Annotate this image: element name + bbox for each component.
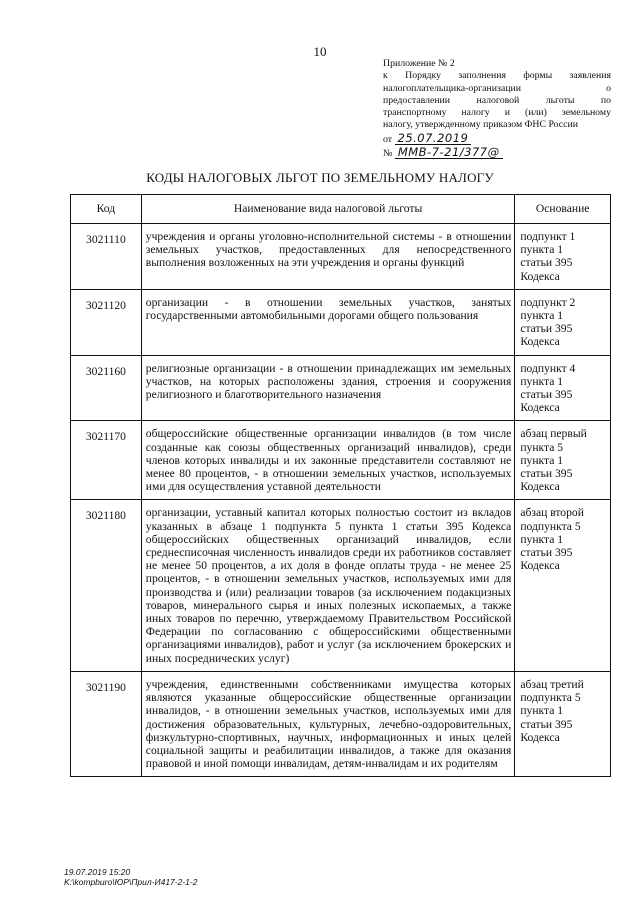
footer-path: K:\kompburo\ЮР\Прил-И417-2-1-2 bbox=[64, 876, 198, 887]
row-code: 3021180 bbox=[71, 500, 142, 671]
basis-line: пункта 1 bbox=[520, 243, 564, 257]
basis-line: подпункт 2 bbox=[520, 295, 576, 309]
footer-stamp bbox=[64, 868, 197, 887]
appendix-title: Приложение № 2 bbox=[383, 58, 455, 69]
basis-line: пункта 5 bbox=[520, 440, 564, 454]
row-description: учреждения, единственными собственниками имущества которых являются указанные общероссийские общественные организации инвалидов, - в отношении земельных участков, используемых ими для достижения образовательных, культурных, лечебно-оздоровительных, физкультурно-спортивных, научных, информационных и иных целей социальной защиты и реабилитации инвалидов, а также для оказания правовой и иной помощи инвалидам, детям-инвалидам и их родителям bbox=[141, 671, 515, 776]
row-description: организации - в отношении земельных участков, занятых государственными автомобильными дорогами общего пользования bbox=[141, 289, 515, 355]
appendix-line: транспортному налогу и (или) земельному bbox=[383, 107, 611, 119]
basis-line: статьи 395 bbox=[520, 467, 573, 481]
row-basis bbox=[515, 289, 611, 355]
header-basis: Основание bbox=[515, 195, 611, 224]
number-prefix: № bbox=[383, 148, 393, 160]
basis-line: статьи 395 bbox=[520, 717, 573, 731]
row-basis bbox=[515, 355, 611, 421]
appendix-line: предоставлении налоговой льготы по bbox=[383, 94, 611, 106]
basis-line: Кодекса bbox=[520, 269, 560, 283]
footer-timestamp: 19.07.2019 15:20 bbox=[64, 867, 131, 877]
basis-line: статьи 395 bbox=[520, 322, 573, 336]
row-basis bbox=[515, 671, 611, 776]
row-basis bbox=[515, 421, 611, 500]
basis-line: статьи 395 bbox=[520, 388, 573, 402]
basis-line: подпункта 5 bbox=[520, 519, 581, 533]
appendix-date-line bbox=[383, 132, 611, 146]
basis-line: подпункта 5 bbox=[520, 691, 581, 705]
row-description: организации, уставный капитал которых полностью состоит из вкладов указанных в абзаце 1 подпункта 5 пункта 1 статьи 395 Кодекса общероссийских общественных организаций инвалидов, если среднесписочная численность инвалидов среди их работников составляет не менее 50 процентов, а их доля в фонде оплаты труда - не менее 25 процентов, - в отношении земельных участков, используемых ими для производства и (или) реализации товаров (за исключением подакцизных товаров, минерального сырья и иных полезных ископаемых, а также иных товаров по перечню, утверждаемому Правительством Российской Федерации по согласованию с общероссийскими общественными организациями инвалидов), работ и услуг (за исключением брокерских и иных посреднических услуг) bbox=[141, 500, 515, 671]
basis-line: Кодекса bbox=[520, 559, 560, 573]
row-basis bbox=[515, 224, 611, 290]
basis-line: статьи 395 bbox=[520, 546, 573, 560]
row-code: 3021110 bbox=[71, 224, 142, 290]
basis-line: абзац второй bbox=[520, 506, 584, 520]
appendix-line: налогу, утвержденному приказом ФНС России bbox=[383, 119, 578, 131]
basis-line: абзац первый bbox=[520, 427, 587, 441]
basis-line: Кодекса bbox=[520, 480, 560, 494]
basis-line: пункта 1 bbox=[520, 374, 564, 388]
handwritten-date: 25.07.2019 bbox=[395, 132, 472, 145]
table-row bbox=[71, 421, 611, 500]
page-number: 10 bbox=[313, 44, 327, 59]
basis-line: подпункт 1 bbox=[520, 230, 576, 243]
row-description: религиозные организации - в отношении принадлежащих им земельных участков, на которых расположены здания, строения и сооружения религиозного и благотворительного назначения bbox=[141, 355, 515, 421]
appendix-number-line bbox=[383, 146, 611, 160]
date-prefix: от bbox=[383, 133, 393, 145]
basis-line: подпункт 4 bbox=[520, 361, 576, 375]
basis-line: Кодекса bbox=[520, 335, 560, 349]
row-code: 3021190 bbox=[71, 671, 142, 776]
table-header-row bbox=[71, 195, 611, 224]
table-row bbox=[71, 355, 611, 421]
tax-benefit-codes-table bbox=[70, 194, 611, 777]
row-code: 3021160 bbox=[71, 355, 142, 421]
basis-line: пункта 1 bbox=[520, 532, 564, 546]
row-code: 3021120 bbox=[71, 289, 142, 355]
basis-line: абзац третий bbox=[520, 677, 584, 691]
row-basis bbox=[515, 500, 611, 671]
document-heading: КОДЫ НАЛОГОВЫХ ЛЬГОТ ПО ЗЕМЕЛЬНОМУ НАЛОГУ bbox=[146, 170, 494, 185]
table-row bbox=[71, 224, 611, 290]
handwritten-number: ММВ-7-21/377@ bbox=[395, 146, 503, 159]
header-name: Наименование вида налоговой льготы bbox=[141, 195, 515, 224]
row-description: общероссийские общественные организации инвалидов (в том числе созданные как союзы общественных организаций инвалидов), среди членов которых инвалиды и их законные представители составляют не менее 80 процентов, - в отношении земельных участков, используемых ими для осуществления уставной деятельности bbox=[141, 421, 515, 500]
header-code: Код bbox=[71, 195, 142, 224]
appendix-line: к Порядку заполнения формы заявления bbox=[383, 70, 611, 82]
basis-line: статьи 395 bbox=[520, 256, 573, 270]
basis-line: Кодекса bbox=[520, 730, 560, 744]
basis-line: Кодекса bbox=[520, 401, 560, 415]
appendix-block bbox=[383, 58, 611, 160]
basis-line: пункта 1 bbox=[520, 309, 564, 323]
appendix-line: налогоплательщика-организации о bbox=[383, 82, 611, 94]
table-row bbox=[71, 671, 611, 776]
table-row bbox=[71, 500, 611, 671]
basis-line: пункта 1 bbox=[520, 704, 564, 718]
basis-line: пункта 1 bbox=[520, 453, 564, 467]
row-description: учреждения и органы уголовно-исполнительной системы - в отношении земельных участков, предоставленных для непосредственного выполнения возложенных на эти учреждения и органы функций bbox=[141, 224, 515, 290]
table-row bbox=[71, 289, 611, 355]
row-code: 3021170 bbox=[71, 421, 142, 500]
